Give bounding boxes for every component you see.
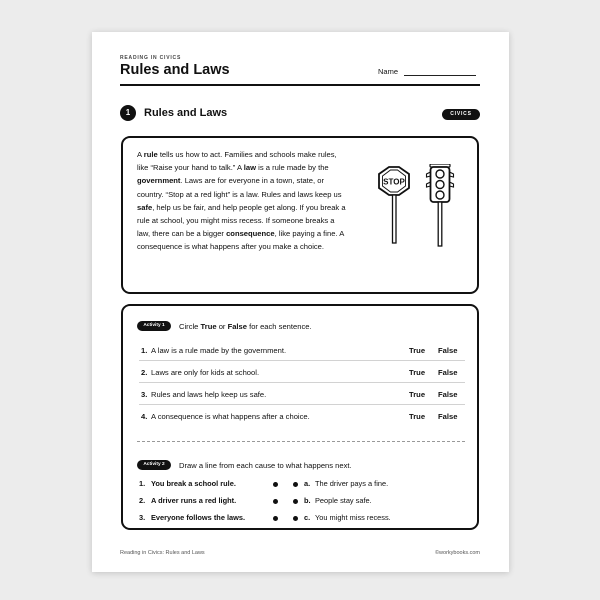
section-number: 1 [120,105,136,121]
row-number: 2. [141,368,148,377]
name-label: Name [378,67,399,76]
activity-2-pill: Activity 2 [137,460,171,470]
reading-passage-box [121,136,479,294]
true-option[interactable]: True [409,346,426,355]
bold-term: law [243,163,257,173]
text-run: is a rule made by the [256,163,329,173]
matching-row [139,511,465,525]
true-false-row [139,361,465,383]
false-option[interactable]: False [438,390,458,399]
true-option[interactable]: True [409,368,426,377]
text-run: for each sentence. [246,322,312,331]
effect-text: The driver pays a fine. [315,479,389,488]
matching-row [139,494,465,508]
effect-letter: a. [304,479,311,488]
subject-badge: CIVICS [442,109,480,120]
stop-sign-pole [393,195,397,243]
row-number: 1. [139,479,146,488]
page-kicker: READING IN CIVICS [120,55,182,61]
text-run: Circle [179,322,201,331]
bold-term: consequence [226,229,275,239]
text-run: A [137,150,144,159]
matching-row [139,477,465,491]
row-number: 1. [141,346,148,355]
effect-letter: b. [304,496,311,505]
cause-dot[interactable] [273,482,278,487]
text-run: tells us how to act. Families and schools make rules, like “Raise your hand to talk.” A [137,150,337,173]
effect-dot[interactable] [293,482,298,487]
cause-dot[interactable] [273,516,278,521]
row-number: 2. [139,496,146,505]
activity-1-instruction [179,322,312,331]
bold-term: government [137,176,181,186]
activities-box [121,304,479,530]
activity-1-pill: Activity 1 [137,321,171,331]
false-option[interactable]: False [438,346,458,355]
cause-text: You break a school rule. [151,479,236,488]
traffic-light-lamp [436,170,444,178]
true-false-row [139,339,465,361]
row-sentence: Rules and laws help keep us safe. [151,390,267,399]
traffic-light-lamp [436,191,444,199]
bold-term: False [227,322,247,331]
true-false-row [139,383,465,405]
effect-text: You might miss recess. [315,513,391,522]
text-run: , like paying a fine. A consequence is what happens after you make a choice. [137,229,344,252]
activity-divider [137,441,465,442]
name-field[interactable] [378,67,476,76]
true-false-row [139,405,465,427]
row-number: 3. [141,390,148,399]
header-divider [120,84,480,86]
false-option[interactable]: False [438,412,458,421]
effect-letter: c. [304,513,311,522]
stop-sign-and-traffic-light-icon [373,164,463,260]
true-option[interactable]: True [409,390,426,399]
row-sentence: A law is a rule made by the government. [151,346,287,355]
text-run: . Laws are for everyone in a town, state, or country. “Stop at a red light” is a law. Rules and laws keep us [137,176,342,199]
reading-passage [137,148,347,254]
effect-text: People stay safe. [315,496,372,505]
activity-2-instruction: Draw a line from each cause to what happens next. [179,461,352,470]
footer-copyright: ©workybooks.com [434,550,480,556]
bold-term: safe [137,202,153,212]
traffic-light-pole [438,202,442,246]
row-sentence: A consequence is what happens after a choice. [151,412,310,421]
effect-dot[interactable] [293,516,298,521]
stop-sign-text: STOP [383,177,405,187]
text-run: , help us be fair, and help people get along. If you break a rule at school, you might miss recess. If someone breaks a law, there can be a bigger [137,202,346,239]
traffic-light-lamp [436,181,444,189]
cause-text: Everyone follows the laws. [151,513,246,522]
false-option[interactable]: False [438,368,458,377]
row-number: 4. [141,412,148,421]
name-line[interactable] [404,68,476,76]
cause-dot[interactable] [273,499,278,504]
cause-text: A driver runs a red light. [151,496,237,505]
section-title: Rules and Laws [144,107,228,119]
row-number: 3. [139,513,146,522]
worksheet-page [92,32,509,572]
true-option[interactable]: True [409,412,426,421]
footer-title: Reading in Civics: Rules and Laws [120,550,205,556]
text-run: or [216,322,228,331]
effect-dot[interactable] [293,499,298,504]
page-title: Rules and Laws [120,62,230,78]
row-sentence: Laws are only for kids at school. [151,368,260,377]
bold-term: True [200,322,217,331]
bold-term: rule [143,150,158,159]
